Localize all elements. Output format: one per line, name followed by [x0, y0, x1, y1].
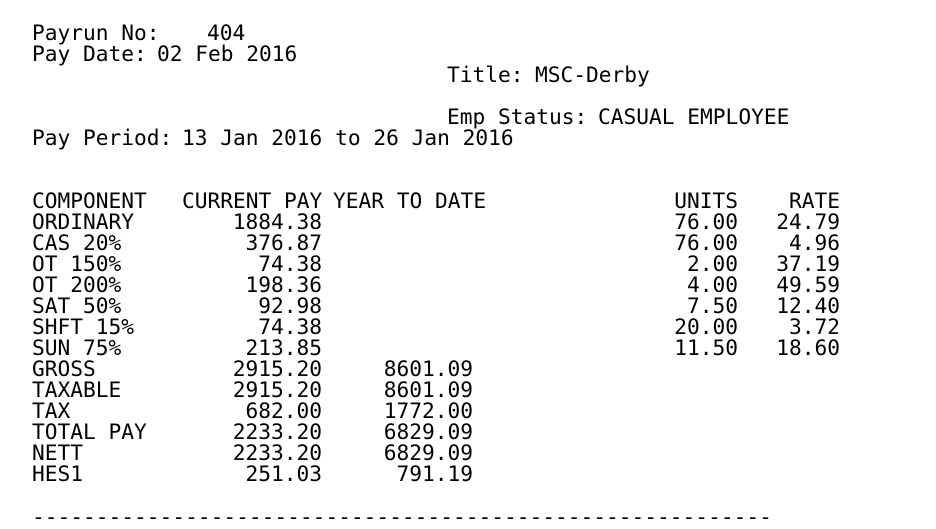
cell-component: SHFT 15% [32, 314, 135, 339]
cell-units: 11.50 [674, 335, 738, 360]
cell-rate: 12.40 [776, 293, 840, 318]
cell-component: TAX [32, 398, 71, 423]
cell-rate: 4.96 [788, 230, 840, 255]
column-header-rate: RATE [788, 188, 840, 213]
cell-units: 76.00 [674, 209, 738, 234]
cell-rate: 49.59 [776, 272, 840, 297]
column-header-year-to-date: YEAR TO DATE [333, 188, 487, 213]
separator-line: ---------------------------------------------------------- [32, 504, 772, 529]
cell-rate: 3.72 [788, 314, 840, 339]
cell-current-pay: 2233.20 [232, 440, 322, 465]
cell-current-pay: 2915.20 [232, 377, 322, 402]
emp-status-label: Emp Status: [447, 104, 588, 129]
pay-period-value: 13 Jan 2016 to 26 Jan 2016 [182, 125, 514, 150]
cell-component: SUN 75% [32, 335, 122, 360]
column-header-component: COMPONENT [32, 188, 147, 213]
column-header-current-pay: CURRENT PAY [182, 188, 323, 213]
cell-units: 7.50 [686, 293, 738, 318]
cell-current-pay: 2233.20 [232, 419, 322, 444]
cell-year-to-date: 6829.09 [383, 419, 473, 444]
cell-year-to-date: 8601.09 [383, 377, 473, 402]
cell-rate: 37.19 [776, 251, 840, 276]
cell-component: GROSS [32, 356, 96, 381]
cell-current-pay: 1884.38 [232, 209, 322, 234]
emp-status-value: CASUAL EMPLOYEE [598, 104, 790, 129]
cell-component: HES1 [32, 461, 84, 486]
cell-year-to-date: 791.19 [396, 461, 473, 486]
cell-current-pay: 376.87 [245, 230, 322, 255]
cell-component: CAS 20% [32, 230, 122, 255]
cell-component: TAXABLE [32, 377, 122, 402]
cell-current-pay: 92.98 [258, 293, 322, 318]
cell-units: 20.00 [674, 314, 738, 339]
column-header-units: UNITS [674, 188, 738, 213]
cell-rate: 24.79 [776, 209, 840, 234]
cell-component: OT 150% [32, 251, 122, 276]
payrun-number: 404 [207, 20, 246, 45]
cell-year-to-date: 1772.00 [383, 398, 473, 423]
pay-date-label: Pay Date: [32, 41, 147, 66]
cell-component: TOTAL PAY [32, 419, 147, 444]
pay-date-value: 02 Feb 2016 [157, 41, 298, 66]
cell-units: 2.00 [686, 251, 738, 276]
cell-current-pay: 198.36 [245, 272, 322, 297]
cell-rate: 18.60 [776, 335, 840, 360]
cell-year-to-date: 8601.09 [383, 356, 473, 381]
cell-current-pay: 251.03 [245, 461, 322, 486]
cell-current-pay: 2915.20 [232, 356, 322, 381]
title-label: Title: [447, 62, 524, 87]
cell-units: 4.00 [686, 272, 738, 297]
title-value: MSC-Derby [535, 62, 650, 87]
cell-units: 76.00 [674, 230, 738, 255]
cell-component: NETT [32, 440, 84, 465]
cell-year-to-date: 6829.09 [383, 440, 473, 465]
cell-current-pay: 74.38 [258, 314, 322, 339]
cell-current-pay: 74.38 [258, 251, 322, 276]
cell-current-pay: 682.00 [245, 398, 322, 423]
cell-component: ORDINARY [32, 209, 135, 234]
cell-current-pay: 213.85 [245, 335, 322, 360]
payrun-label: Payrun No: [32, 20, 160, 45]
cell-component: OT 200% [32, 272, 122, 297]
cell-component: SAT 50% [32, 293, 122, 318]
pay-period-label: Pay Period: [32, 125, 173, 150]
